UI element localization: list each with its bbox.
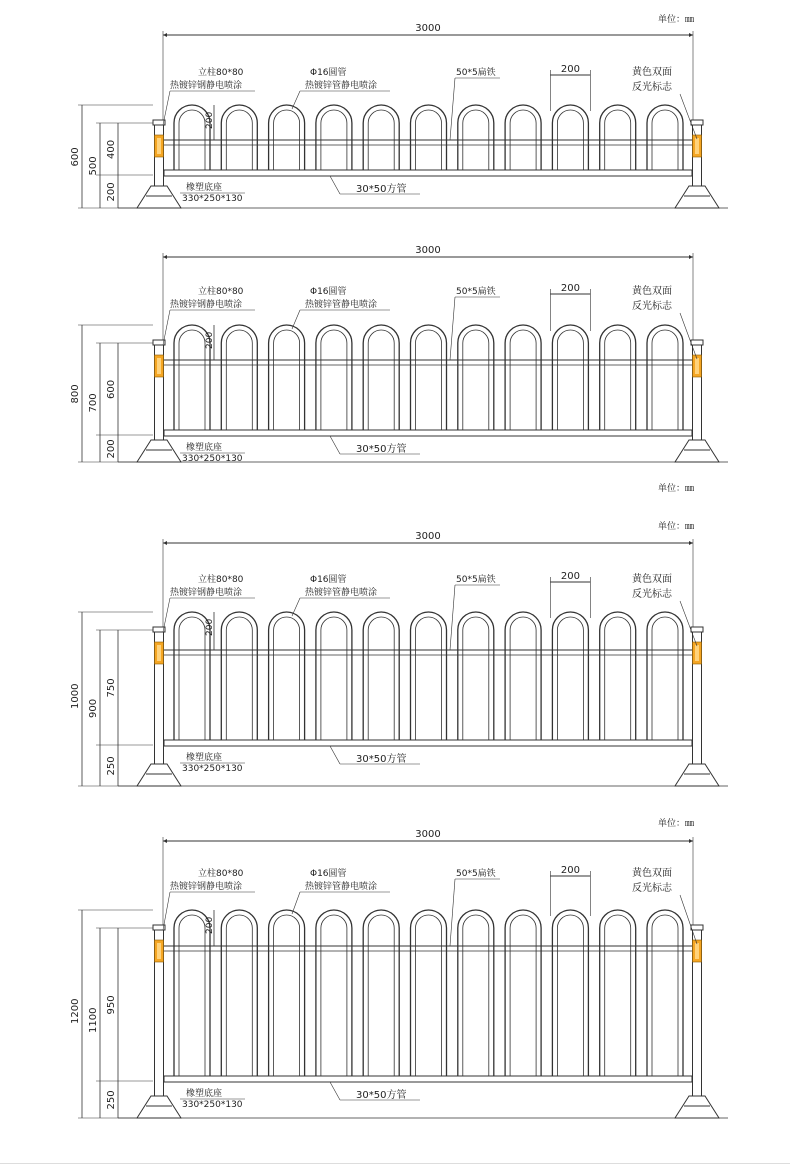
reflector-label-line1: 黄色双面 xyxy=(632,574,672,585)
reflector-label-line1: 黄色双面 xyxy=(632,868,672,879)
tube-spec-line2: 热镀锌管静电喷涂 xyxy=(305,300,378,310)
reflector-highlight-right xyxy=(695,358,699,374)
spacing-dimension-value: 200 xyxy=(560,283,580,294)
reflector-label-line2: 反光标志 xyxy=(632,301,672,312)
post-spec-line2: 热镀锌钢静电喷涂 xyxy=(170,588,243,598)
base-spec-line1: 橡塑底座 xyxy=(186,1089,223,1099)
tube-spec-line1: Φ16圆管 xyxy=(310,287,347,297)
flat-bar-spec: 50*5扁铁 xyxy=(456,575,496,585)
flat-bar-spec: 50*5扁铁 xyxy=(456,287,496,297)
fence-loop-inner xyxy=(510,330,536,430)
base-spec-line1: 橡塑底座 xyxy=(186,753,223,763)
fence-loop-inner xyxy=(368,915,394,1076)
reflector-label-line1: 黄色双面 xyxy=(632,286,672,297)
fence-loop-inner xyxy=(652,617,678,740)
fence-loop-inner xyxy=(368,330,394,430)
reflector-label-line2: 反光标志 xyxy=(632,82,672,93)
fence-drawing-h1000 xyxy=(70,520,728,786)
bottom-rail xyxy=(164,740,692,746)
flat-bar-leader xyxy=(450,879,455,946)
tube-spec-line1: Φ16圆管 xyxy=(310,68,347,78)
above-base-height-value: 900 xyxy=(88,698,99,718)
reflector-label-line2: 反光标志 xyxy=(632,883,672,894)
bottom-rail xyxy=(164,170,692,176)
base-height-value: 250 xyxy=(106,1090,117,1110)
reflector-highlight-right xyxy=(695,943,699,959)
fence-loop-inner xyxy=(226,915,252,1076)
dimension-arrow xyxy=(689,541,693,545)
tube-spec-line1: Φ16圆管 xyxy=(310,869,347,879)
upper-height-value: 400 xyxy=(106,139,117,159)
tube-callout-leader xyxy=(292,91,300,109)
post-callout-leader xyxy=(163,892,170,930)
width-dimension-value: 3000 xyxy=(415,23,441,34)
fence-loop-inner xyxy=(321,617,347,740)
fence-loop-inner xyxy=(416,915,442,1076)
unit-label: 单位：㎜ xyxy=(657,819,695,829)
flat-bar-leader xyxy=(450,78,455,140)
loop-height-value: 200 xyxy=(205,618,215,636)
reflector-highlight-right xyxy=(695,645,699,661)
base-height-value: 200 xyxy=(106,439,117,459)
base-spec-line2: 330*250*130 xyxy=(182,1100,243,1110)
rubber-base-left xyxy=(137,440,181,462)
fence-loop-inner xyxy=(179,617,205,740)
fence-loop-inner xyxy=(226,617,252,740)
overall-height-value: 1000 xyxy=(70,683,81,709)
fence-loop-inner xyxy=(179,915,205,1076)
tube-callout-leader xyxy=(292,310,300,329)
dimension-arrow xyxy=(689,255,693,259)
fence-loop-inner xyxy=(557,330,583,430)
unit-label: 单位：㎜ xyxy=(657,522,695,532)
post-callout-leader xyxy=(163,310,170,345)
flat-bar-spec: 50*5扁铁 xyxy=(456,68,496,78)
unit-label: 单位：㎜ xyxy=(657,484,695,494)
overall-height-value: 800 xyxy=(70,384,81,404)
bottom-rail-leader xyxy=(330,176,340,194)
base-spec-line2: 330*250*130 xyxy=(182,764,243,774)
width-dimension-value: 3000 xyxy=(415,245,441,256)
bottom-rail-label: 30*50方管 xyxy=(356,754,407,765)
fence-loop-inner xyxy=(321,330,347,430)
fence-loop-inner xyxy=(605,617,631,740)
reflector-highlight-left xyxy=(157,645,161,661)
post-spec-line2: 热镀锌钢静电喷涂 xyxy=(170,882,243,892)
bottom-rail xyxy=(164,1076,692,1082)
fence-loop-inner xyxy=(652,330,678,430)
flat-bar-spec: 50*5扁铁 xyxy=(456,869,496,879)
bottom-rail-leader xyxy=(330,1082,340,1100)
fence-loop-inner xyxy=(416,617,442,740)
tube-spec-line2: 热镀锌管静电喷涂 xyxy=(305,81,378,91)
fence-loop-inner xyxy=(557,915,583,1076)
post-spec-line1: 立柱80*80 xyxy=(198,287,244,297)
post-cap-right xyxy=(691,925,703,930)
tube-callout-leader xyxy=(292,892,300,914)
base-spec-line1: 橡塑底座 xyxy=(186,183,223,193)
fence-loop-inner xyxy=(510,915,536,1076)
fence-loop-inner xyxy=(179,330,205,430)
fence-loop-inner xyxy=(226,330,252,430)
fence-drawing-h600 xyxy=(70,13,728,208)
post-spec-line2: 热镀锌钢静电喷涂 xyxy=(170,300,243,310)
spacing-dimension-value: 200 xyxy=(560,865,580,876)
post-callout-leader xyxy=(163,91,170,125)
width-dimension-value: 3000 xyxy=(415,531,441,542)
upper-height-value: 600 xyxy=(106,379,117,399)
post-spec-line1: 立柱80*80 xyxy=(198,869,244,879)
tube-spec-line1: Φ16圆管 xyxy=(310,575,347,585)
base-height-value: 250 xyxy=(106,756,117,776)
spacing-dimension-value: 200 xyxy=(560,64,580,75)
post-cap-right xyxy=(691,120,703,125)
reflector-highlight-right xyxy=(695,138,699,154)
unit-label: 单位：㎜ xyxy=(657,15,695,25)
reflector-highlight-left xyxy=(157,138,161,154)
dimension-arrow xyxy=(163,33,167,37)
rubber-base-right xyxy=(675,764,719,786)
base-spec-line2: 330*250*130 xyxy=(182,454,243,464)
overall-height-value: 600 xyxy=(70,147,81,167)
dimension-arrow xyxy=(163,541,167,545)
post-callout-leader xyxy=(163,598,170,632)
loop-height-value: 200 xyxy=(205,916,215,934)
base-height-value: 200 xyxy=(106,182,117,202)
above-base-height-value: 1100 xyxy=(88,1007,99,1033)
rubber-base-left xyxy=(137,764,181,786)
fence-loop-inner xyxy=(274,330,300,430)
reflector-label-line2: 反光标志 xyxy=(632,589,672,600)
post-cap-right xyxy=(691,340,703,345)
rubber-base-right xyxy=(675,1096,719,1118)
bottom-rail-label: 30*50方管 xyxy=(356,184,407,195)
fence-loop-inner xyxy=(652,915,678,1076)
post-spec-line2: 热镀锌钢静电喷涂 xyxy=(170,81,243,91)
fence-loop-inner xyxy=(557,617,583,740)
rubber-base-right xyxy=(675,440,719,462)
fence-loop-inner xyxy=(274,617,300,740)
fence-loop-inner xyxy=(605,330,631,430)
fence-loop-inner xyxy=(605,915,631,1076)
bottom-rail-label: 30*50方管 xyxy=(356,444,407,455)
overall-height-value: 1200 xyxy=(70,998,81,1024)
upper-height-value: 950 xyxy=(106,995,117,1015)
rubber-base-left xyxy=(137,1096,181,1118)
dimension-arrow xyxy=(163,255,167,259)
bottom-rail-leader xyxy=(330,746,340,764)
reflector-highlight-left xyxy=(157,358,161,374)
spacing-dimension-value: 200 xyxy=(560,571,580,582)
post-spec-line1: 立柱80*80 xyxy=(198,575,244,585)
fence-drawing-h1200 xyxy=(70,817,728,1118)
flat-bar-leader xyxy=(450,585,455,650)
fence-loop-inner xyxy=(463,617,489,740)
base-spec-line1: 橡塑底座 xyxy=(186,443,223,453)
rubber-base-left xyxy=(137,186,181,208)
reflector-highlight-left xyxy=(157,943,161,959)
fence-loop-inner xyxy=(416,330,442,430)
post-spec-line1: 立柱80*80 xyxy=(198,68,244,78)
post-cap-right xyxy=(691,627,703,632)
dimension-arrow xyxy=(689,33,693,37)
fence-loop-inner xyxy=(463,330,489,430)
rubber-base-right xyxy=(675,186,719,208)
upper-height-value: 750 xyxy=(106,678,117,698)
dimension-arrow xyxy=(689,839,693,843)
tube-callout-leader xyxy=(292,598,300,616)
fence-loop-inner xyxy=(510,617,536,740)
dimension-arrow xyxy=(163,839,167,843)
base-spec-line2: 330*250*130 xyxy=(182,194,243,204)
bottom-rail xyxy=(164,430,692,436)
fence-loop-inner xyxy=(463,915,489,1076)
flat-bar-leader xyxy=(450,297,455,360)
fence-loop-inner xyxy=(274,915,300,1076)
fence-loop-inner xyxy=(368,617,394,740)
above-base-height-value: 700 xyxy=(88,393,99,413)
bottom-rail-label: 30*50方管 xyxy=(356,1090,407,1101)
loop-height-value: 200 xyxy=(205,331,215,349)
fence-drawing-h800 xyxy=(70,245,728,494)
reflector-label-line1: 黄色双面 xyxy=(632,67,672,78)
bottom-rail-leader xyxy=(330,436,340,454)
tube-spec-line2: 热镀锌管静电喷涂 xyxy=(305,588,378,598)
loop-height-value: 200 xyxy=(205,111,215,129)
tube-spec-line2: 热镀锌管静电喷涂 xyxy=(305,882,378,892)
width-dimension-value: 3000 xyxy=(415,829,441,840)
fence-loop-inner xyxy=(321,915,347,1076)
above-base-height-value: 500 xyxy=(88,156,99,176)
